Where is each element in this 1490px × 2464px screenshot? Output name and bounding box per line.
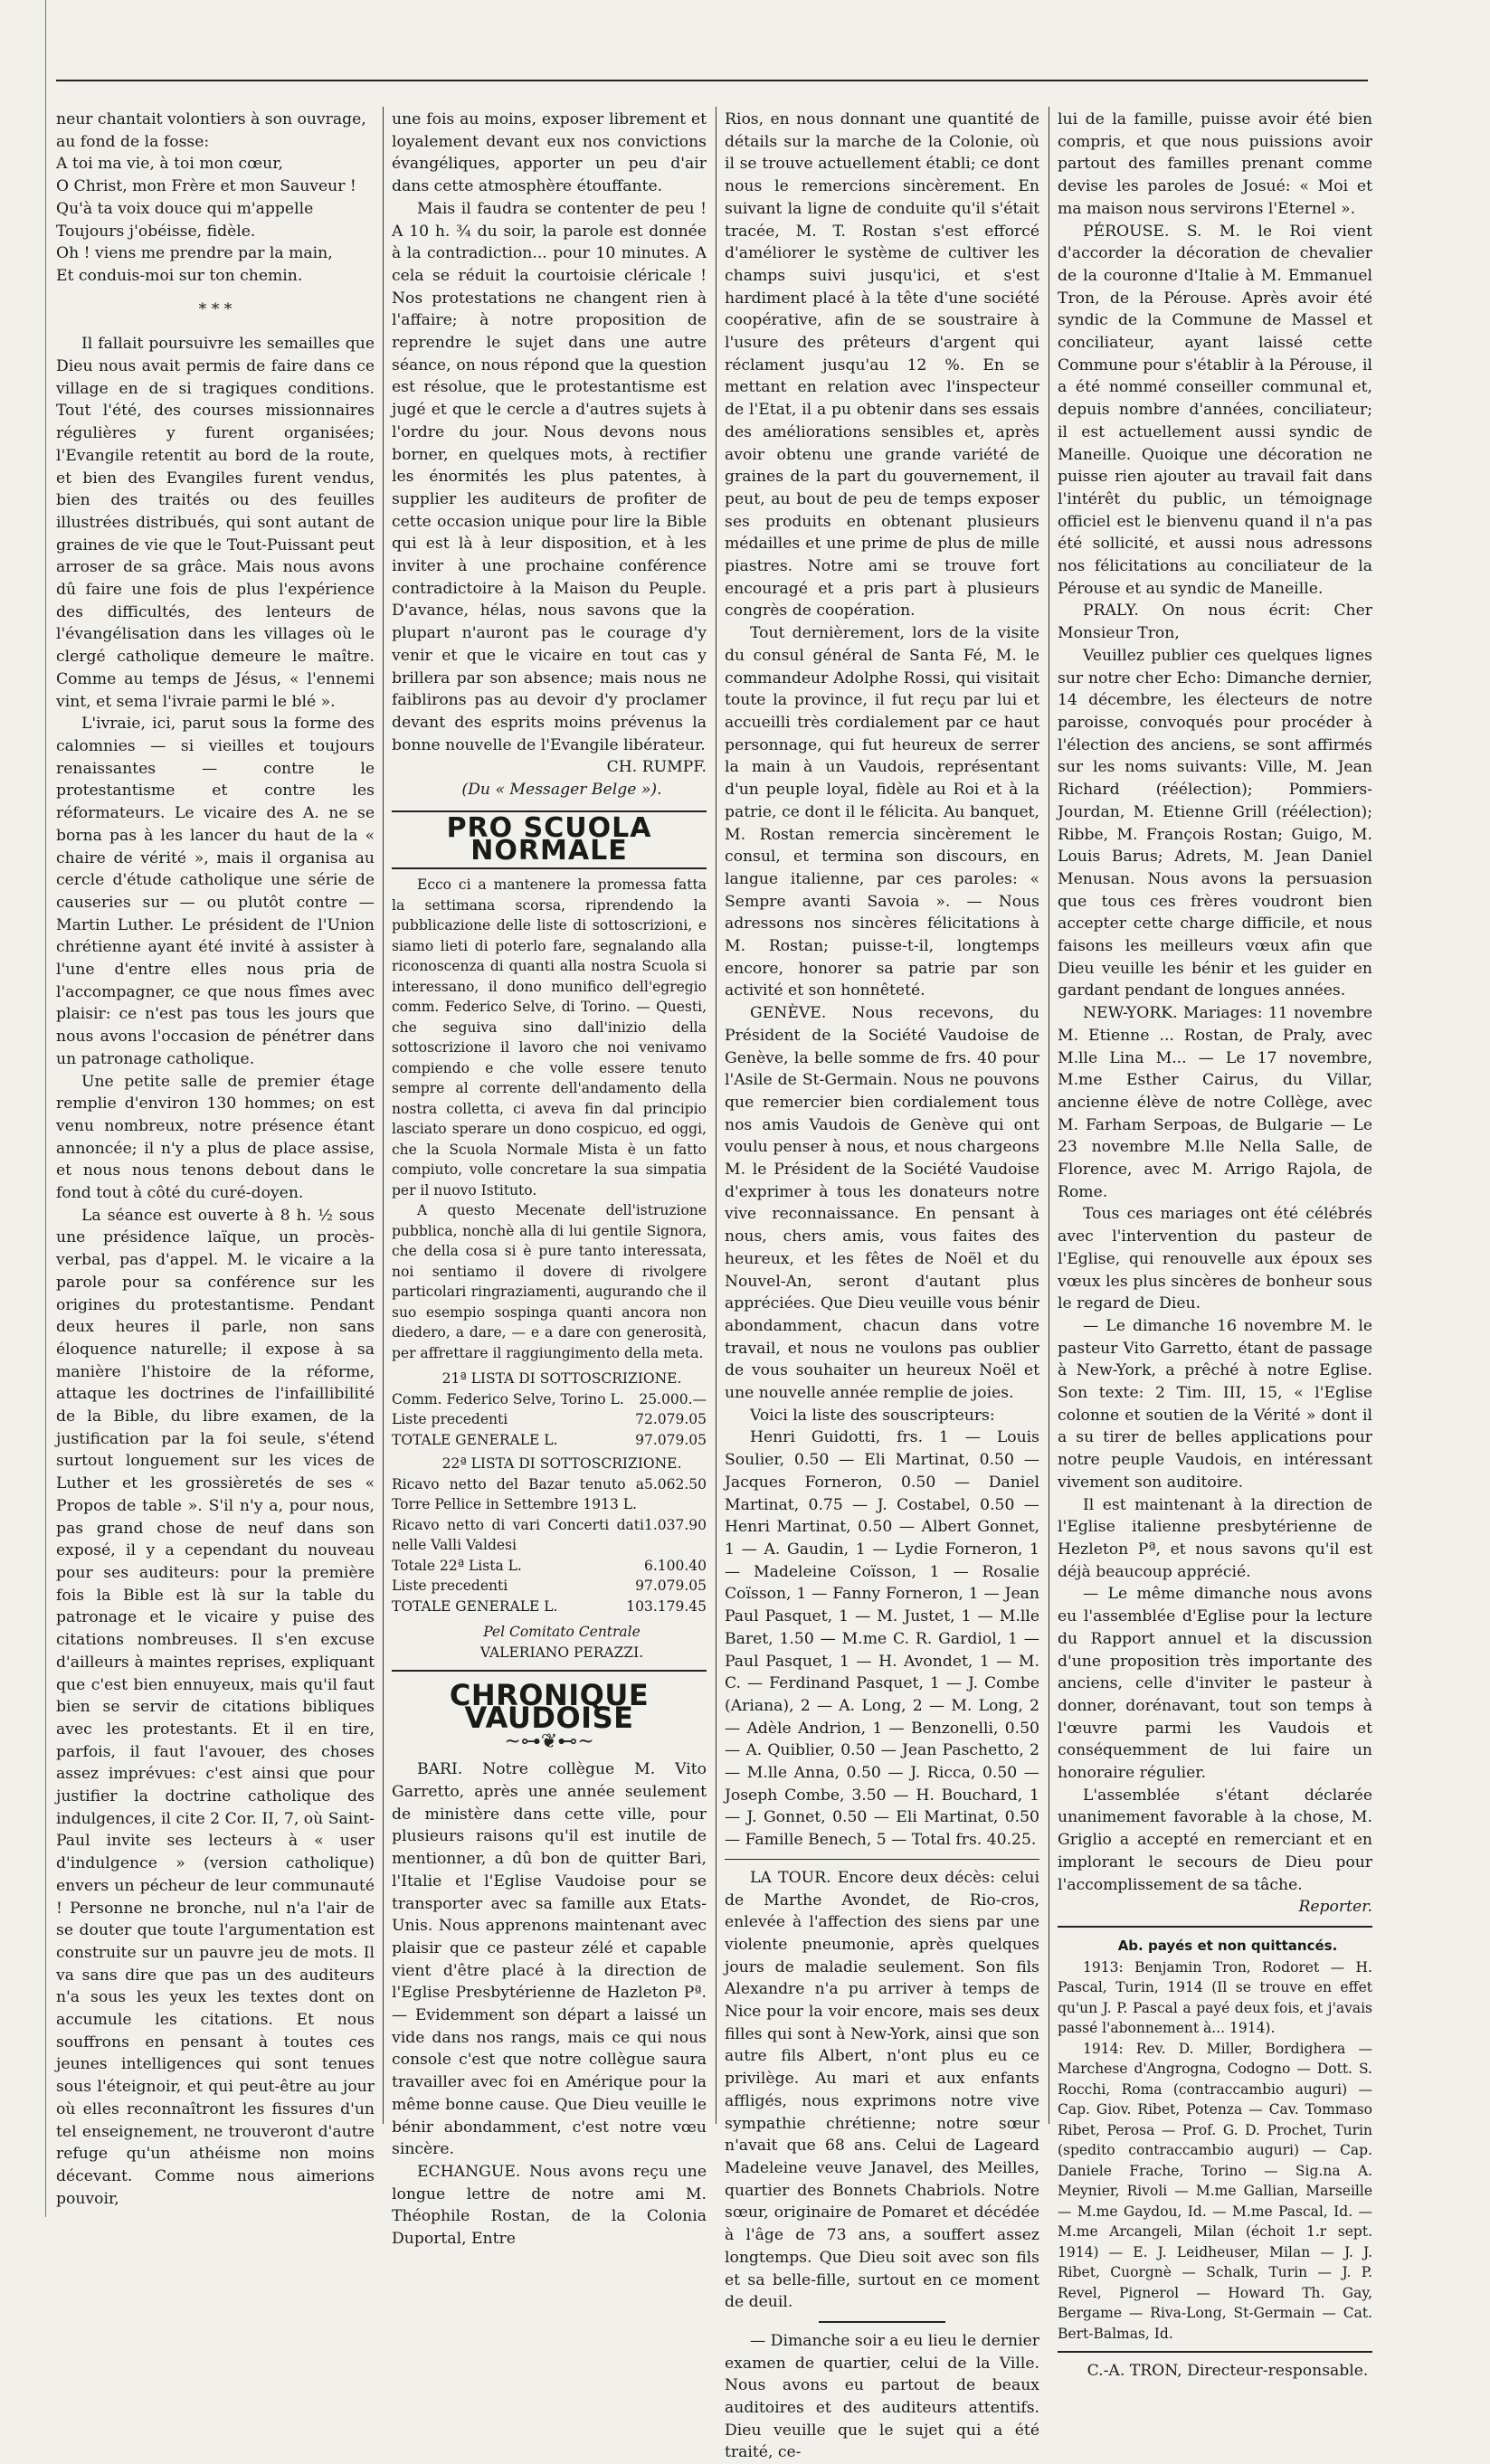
scuola-paragraph: Ecco ci a mantenere la promessa fatta la settimana scorsa, riprendendo la pubblicazione delle liste di sottoscrizioni, e siamo lieti di poterlo fare, segnalando alla riconoscenza di quanti alla nostra Scuola si interessano, il dono munifico dell'egregio comm. Federico Selve, di Torino. — Questi, che seguiva sino dall'inizio della sottoscrizione il lavoro che noi venivamo compiendo e che volle essere tenuto sempre al corrente dell'andamento della nostra colletta, ci aveva fin dal principio lasciato sperare un dono cospicuo, ed oggi, che la Scuola Normale Mista è un fatto compiuto, volle concretare la sua simpatia per il nuovo Istituto. [392,877,707,1199]
abonnes-title: Ab. payés et non quittancés. [1117,1937,1338,1954]
article-paragraph: L'ivraie, ici, parut sous la forme des calomnies — si vieilles et toujours renaissantes — contre le protestantisme et contre les réformateurs. Le vicaire des A. ne se borna pas à les lancer du haut de la « chaire de vérité », mais il organisa au cercle d'étude catholique une série de causeries sur — ou plutôt contre — Martin Luther. Le président de l'Union chrétienne ayant été invité à assister à l'une d'entre elles nous pria de l'accompagner, ce que nous fîmes avec plaisir: ce n'est pas tous les jours que nous avons l'occasion de pénétrer dans un patronage catholique. [56,715,375,1068]
article-paragraph: L'assemblée s'étant déclarée unanimement favorable à la chose, M. Griglio a accepté en remerciant et en implorant le secours de Dieu pour l'accomplissement de sa tâche. [1058,1786,1372,1894]
article-paragraph: Voici la liste des souscripteurs: [750,1406,995,1425]
list-row-total [392,1430,707,1451]
list-row [392,1409,707,1430]
article-paragraph: LA TOUR. Encore deux décès: celui de Marthe Avondet, de Rio-cros, enlevée à l'affection des siens par une violente pneumonie, après quelques jours de maladie seulement. Son fils Alexandre n'a pu arriver à temps de Nice pour la voir encore, mais ses deux filles qui sont à New-York, ainsi que son autre fils Albert, n'ont plus eu ce privilège. Au mari et aux enfants affligés, nous exprimons notre vive sympathie chrétienne; notre sœur n'avait que 68 ans. Celui de Lageard Madeleine veuve Janavel, des Meilles, quartier des Bonnets Chabriols. Notre sœur, originaire de Pomaret et décédée à l'âge de 73 ans, a souffert assez longtemps. Que Dieu soit avec son fils et sa belle-fille, surtout en ce moment de deuil. [725,1868,1039,2312]
row-value: 6.100.40 [643,1557,707,1574]
section-rule [725,1859,1039,1860]
chronique-paragraph: ECHANGUE. Nous avons reçu une longue lettre de notre ami M. Théophile Rostan, de la Colonia Duportal, Entre [392,2162,707,2249]
verse-line: au fond de la fosse: [56,132,210,151]
row-value: 97.079.05 [635,1578,707,1595]
verse-line: Qu'à ta voix douce qui m'appelle [56,199,314,218]
article-paragraph: Rios, en nous donnant une quantité de détails sur la marche de la Colonie, où il se trouve actuellement établi; ce dont nous le remercions sincèrement. En suivant la ligne de conduite qu'il s'était tracée, M. T. Rostan s'est efforcé d'améliorer le système de cultiver les champs suivi jusqu'ici, et s'est hardiment placé à la tête d'une société coopérative, afin de se soustraire à l'usure des prêteurs d'argent qui réclament jusqu'au 12 %. En se mettant en relation avec l'inspecteur de l'Etat, il a pu obtenir dans ses essais des améliorations sensibles et, après avoir obtenu une grande variété de graines de la part du gouvernement, il peut, au bout de peu de temps exposer ses produits en obtenant plusieurs médailles et une prime de plus de mille piastres. Notre ami se trouve fort encouragé et a pris part à plusieurs congrès de coopération. [725,110,1039,621]
article-source: (Du « Messager Belge »). [461,781,662,800]
row-value: 5.062.50 [643,1475,707,1493]
committee-label: Pel Comitato Centrale [483,1624,641,1641]
row-label: Liste precedenti [392,1411,508,1428]
verse-line: O Christ, mon Frère et mon Sauveur ! [56,177,356,196]
article-paragraph: lui de la famille, puisse avoir été bien compris, et que nous puissions avoir partout des familles prenant comme devise les paroles de Josué: « Moi et ma maison nous servirons l'Eternel ». [1058,110,1372,218]
abonnes-entry: 1914: Rev. D. Miller, Bordighera — Marchese d'Angrogna, Codogno — Dott. S. Rocchi, Roma (contraccambio auguri) — Cap. Giov. Ribet, Potenza — Cav. Tommaso Ribet, Perosa — Prof. G. D. Prochet, Turin (spedito contraccambio auguri) — Cap. Daniele Frache, Torino — Sig.na A. Meynier, Rivoli — M.me Gallian, Marseille — M.me Gaydou, Id. — M.me Pascal, Id. — M.me Arcangeli, Milan (échoit 1.r sept. 1914) — E. J. Leidheuser, Milan — J. J. Ribet, Cuorgnè — Schalk, Turin — J. P. Revel, Pignerol — Howard Th. Gay, Bergame — Riva-Long, St-Germain — Cat. Bert-Balmas, Id. [1058,2040,1372,2342]
article-paragraph: — Le dimanche 16 novembre M. le pasteur Vito Garretto, étant de passage à New-York, a prêché à notre Eglise. Son texte: 2 Tim. III, 15, « l'Eglise colonne et soutien de la Vérité » dont il a su tirer de belles applications pour notre peuple Vaudois, en intéressant vivement son auditoire. [1058,1316,1372,1492]
verse-line: Toujours j'obéisse, fidèle. [56,222,256,241]
section-rule [1058,2351,1372,2353]
article-paragraph: — Dimanche soir a eu lieu le dernier examen de quartier, celui de la Ville. Nous avons eu partout de beaux auditoires et des auditeurs attentifs. Dieu veuille que le sujet qui a été traité, ce- [725,2331,1039,2462]
article-paragraph: NEW-YORK. Mariages: 11 novembre M. Etienne ... Rostan, de Praly, avec M.lle Lina M... — Le 17 novembre, M.me Esther Cairus, du Villar, ancienne élève de notre Collège, avec M. Farham Serpoas, de Bulgarie — Le 23 novembre M.lle Nella Salle, de Florence, avec M. Arrigo Rajola, de Rome. [1058,1004,1372,1201]
row-label: Totale 22ª Lista L. [392,1557,522,1574]
article-paragraph: — Le même dimanche nous avons eu l'assemblée d'Eglise pour la lecture du Rapport annuel et la discussion d'une proposition très importante des anciens, celle d'inviter le pasteur à donner, dorénavant, tout son temps à l'œuvre parmi les Vaudois et conséquemment de lui faire un honoraire régulier. [1058,1585,1372,1783]
section-rule [1058,1926,1372,1928]
section-separator: * * * [198,299,233,318]
director-credit: C.-A. TRON, Directeur-responsable. [1087,2362,1369,2381]
ornament-flourish: ~⊶❦⊷~ [504,1730,594,1753]
verse-line: Oh ! viens me prendre par la main, [56,244,333,263]
poem-verse [56,109,375,288]
list-row-total [392,1597,707,1617]
article-paragraph: La séance est ouverte à 8 h. ½ sous une présidence laïque, un procès-verbal, pas d'appel. M. le vicaire a la parole pour sa conférence sur les origines du protestantisme. Pendant deux heures il parle, non sans éloquence naturelle; il expose à sa manière l'histoire de la réforme, attaque les doctrines de l'infaillibilité de la Bible, du libre examen, de la justification par la foi seule, s'étend surtout longuement sur les vices de Luther et les grossièretés de ses « Propos de table ». S'il n'y a, pour nous, pas grand chose de neuf dans son exposé, il y a cependant du nouveau pour ses auditeurs: pour la première fois la Bible est là sur la table du patronage et le vicaire y puise des citations nombreuses. Il s'en excuse d'ailleurs à maintes reprises, expliquant que c'est bien ennuyeux, mais qu'il faut bien se servir de citations bibliques avec les protestants. Et il en tire, parfois, il faut l'avouer, des choses assez imprévues: c'est ainsi que pour justifier la doctrine catholique des indulgences, il cite 2 Cor. II, 7, où Saint-Paul invite ses lecteurs à « user d'indulgence » (version catholique) envers un pécheur de leur communauté ! Personne ne bronche, nul n'a l'air de se douter que toute l'argumentation est construite sur un pauvre jeu de mots. Il va sans dire que pas un des auditeurs n'a sous les yeux les textes dont on accumule les citations. Et nous souffrons en pensant à toutes ces jeunes intelligences qui sont tenues sous l'éteignoir, et qui peut-être au jour où elles reconnaîtront les fissures d'un tel enseignement, ne trouveront d'autre refuge qu'un athéisme non moins décevant. Comme nous aimerions pouvoir, [56,1206,375,2208]
column-1 [56,109,375,2208]
article-paragraph: Il est maintenant à la direction de l'Eglise italienne presbytérienne de Hezleton Pª, et nous savons qu'il est déjà beaucoup apprécié. [1058,1495,1372,1581]
list-title: 22ª LISTA DI SOTTOSCRIZIONE. [441,1455,682,1473]
subscriber-list: Henri Guidotti, frs. 1 — Louis Soulier, 0.50 — Eli Martinat, 0.50 — Jacques Forneron, 0.50 — Daniel Martinat, 0.75 — J. Costabel, 0.50 — Henri Martinat, 0.50 — Albert Gonnet, 1 — A. Gaudin, 1 — Lydie Forneron, 1 — Madeleine Coïsson, 1 — Rosalie Coïsson, 1 — Fanny Forneron, 1 — Jean Paul Pasquet, 1 — M. Justet, 1 — M.lle Baret, 1.50 — M.me C. R. Gardiol, 1 — Paul Pasquet, 1 — H. Avondet, 1 — M. C. — Ferdinand Pasquet, 1 — J. Combe (Ariana), 2 — A. Long, 2 — M. Long, 2 — Adèle Andrion, 1 — Benzonelli, 0.50 — A. Quiblier, 0.50 — Jean Paschetto, 2 — M.lle Anna, 0.50 — J. Ricca, 0.50 — Joseph Combe, 3.50 — H. Bouchard, 1 — J. Gonnet, 0.50 — Eli Martinat, 0.50 — Famille Benech, 5 — Total frs. 40.25. [725,1428,1039,1850]
row-label: Liste precedenti [392,1578,508,1595]
row-label: Comm. Federico Selve, Torino L. [392,1390,624,1407]
row-value: 1.037.90 [643,1516,707,1533]
list-row [392,1389,707,1410]
article-paragraph: Veuillez publier ces quelques lignes sur notre cher Echo: Dimanche dernier, 14 décembre, les électeurs de notre paroisse, convoqués pour procéder à l'élection des anciens, se sont affirmés sur les noms suivants: Ville, M. Jean Richard (réélection); Pommiers-Jourdan, M. Etienne Grill (réélection); Ribbe, M. François Rostan; Guigo, M. Louis Barus; Adrets, M. Jean Daniel Menusan. Nous avons la persuasion que tous ces frères voudront bien accepter cette charge difficile, et nous faisons les meilleurs vœux afin que Dieu veuille les bénir et les guider en gardant pendant de longues années. [1058,646,1372,1000]
scuola-paragraph: A questo Mecenate dell'istruzione pubblica, nonchè alla di lui gentile Signora, che della cosa si è pure tanto interessata, noi sentiamo il dovere di rivolgere particolari ringraziamenti, augurando che il suo esempio sospinga quanti ancora non diedero, a dare, — e a dare con generosità, per affrettare il raggiungimento della meta. [392,1202,707,1361]
list-row [392,1556,707,1577]
column-4 [1058,109,1372,2381]
header-rule [56,80,1368,81]
row-value: 72.079.05 [635,1411,707,1428]
section-rule [392,1670,707,1672]
reporter-signature: Reporter. [1298,1898,1372,1917]
page-margin-rule [45,0,46,2217]
row-label: Ricavo netto di vari Concerti dati nelle Valli Valdesi [392,1516,644,1554]
row-value: 103.179.45 [626,1597,707,1615]
row-label: TOTALE GENERALE L. [392,1431,558,1448]
article-paragraph: PÉROUSE. S. M. le Roi vient d'accorder la décoration de chevalier de la couronne d'Italie à M. Emmanuel Tron, de la Pérouse. Après avoir été syndic de la Commune de Massel et conciliateur, ayant laissé cette Commune pour s'établir à la Pérouse, il a été nommé conseiller communal et, depuis nombre d'années, conciliateur; il est actuellement aussi syndic de Maneille. Quoique une décoration ne puisse rien ajouter au travail fait dans l'intérêt du public, un témoignage officiel est le bienvenu quand il n'a pas été sollicité, et aussi nous adressons nos félicitations au conciliateur de la Pérouse et au syndic de Maneille. [1058,222,1372,598]
row-label: TOTALE GENERALE L. [392,1597,558,1615]
row-value: 25.000.— [639,1390,707,1407]
article-signature: CH. RUMPF. [606,758,707,777]
article-paragraph: GENÈVE. Nous recevons, du Président de la Société Vaudoise de Genève, la belle somme de frs. 40 pour l'Asile de St-Germain. Nous ne pouvons que remercier bien cordialement tous nos amis Vaudois de Genève qui ont voulu penser à nous, et nous chargeons M. le Président de la Société Vaudoise d'exprimer à tous les donateurs notre vive reconnaissance. En pensant à nous, chers amis, vous faites des heureux, et les fêtes de Noël et du Nouvel-An, seront d'autant plus appréciées. Que Dieu veuille vous bénir abondamment, chacun dans votre travail, et nous ne voulons pas oublier de vous souhaiter un heureux Noël et une nouvelle année remplie de joies. [725,1004,1039,1403]
column-3 [725,109,1039,2462]
list-title: 21ª LISTA DI SOTTOSCRIZIONE. [441,1370,682,1388]
section-heading-scuola: PRO SCUOLA NORMALE [392,810,707,869]
row-label: Ricavo netto del Bazar tenuto a Torre Pellice in Settembre 1913 L. [392,1475,644,1513]
abonnes-entry: 1913: Benjamin Tron, Rodoret — H. Pascal, Turin, 1914 (Il se trouve en effet qu'un J. P. Pascal a payé deux fois, et j'avais passé l'abonnement à... 1914). [1058,1958,1372,2037]
section-heading-chronique: CHRONIQUE VAUDOISE [449,1678,650,1735]
article-paragraph: Tous ces mariages ont été célébrés avec l'intervention du pasteur de l'Eglise, qui renouvelle aux époux ses vœux les plus sincères de bonheur sous le regard de Dieu. [1058,1205,1372,1313]
verse-line: neur chantait volontiers à son ouvrage, [56,110,366,128]
committee-name: VALERIANO PERAZZI. [479,1644,644,1661]
article-paragraph: Mais il faudra se contenter de peu ! A 10 h. ¾ du soir, la parole est donnée à la contradiction... pour 10 minutes. A cela se réduit la courtoisie cléricale ! Nos protestations ne changent rien à l'affaire; à notre proposition de reprendre le sujet dans une autre séance, on nous répond que la question est résolue, que le protestantisme est jugé et que le cercle a d'autres sujets à l'ordre du jour. Nous devons nous borner, en quelques mots, à rectifier les énormités les plus patentes, à supplier les auditeurs de profiter de cette occasion unique pour lire la Bible qui est là à leur disposition, et à les inviter à une prochaine conférence contradictoire à la Maison du Peuple. D'avance, hélas, nous savons que la plupart n'auront pas le courage d'y venir et que le vicaire en tout cas y brillera par son absence; mais nous ne faiblirons pas au devoir d'y proclamer devant des esprits moins prévenus la bonne nouvelle de l'Evangile libérateur. [392,199,707,754]
article-paragraph: Tout dernièrement, lors de la visite du consul général de Santa Fé, M. le commandeur Adolphe Rossi, qui visitait toute la province, il fut reçu par lui et accueilli très cordialement par ce haut personnage, qui fut heureux de serrer la main à un Vaudois, représentant d'un peuple loyal, fidèle au Roi et à la patrie, ce dont il le félicita. Au banquet, M. Rostan remercia sincèrement le consul, et termina son discours, en langue italienne, par ces paroles: « Sempre avanti Savoia ». — Nous adressons nos sincères félicitations à M. Rostan; puisse-t-il, longtemps encore, honorer sa patrie par son activité et son honnêteté. [725,624,1039,1000]
article-paragraph: Il fallait poursuivre les semailles que Dieu nous avait permis de faire dans ce village en de si tragiques conditions. Tout l'été, des courses missionnaires régulières y furent organisées; l'Evangile retentit au bord de la route, et bien des Evangiles furent vendus, bien des traités ou des feuilles illustrées distribués, qui sont autant de graines de vie que le Tout-Puissant peut arroser de sa grâce. Mais nous avons dû faire une fois de plus l'expérience des difficultés, des lenteurs de l'évangélisation dans les villages où le clergé catholique demeure le maître. Comme au temps de Jésus, « l'ennemi vint, et sema l'ivraie parmi le blé ». [56,335,375,711]
list-row [392,1576,707,1597]
verse-line: A toi ma vie, à toi mon cœur, [56,155,283,174]
column-divider [716,107,717,2124]
section-rule [819,2321,944,2323]
row-value: 97.079.05 [635,1431,707,1448]
article-paragraph: PRALY. On nous écrit: Cher Monsieur Tron, [1058,602,1372,643]
list-row [392,1474,707,1515]
column-divider [383,107,384,2124]
chronique-paragraph: BARI. Notre collègue M. Vito Garretto, après une année seulement de ministère dans cette ville, pour plusieurs raisons qu'il est inutile de mentionner, a dû bon de quitter Bari, l'Italie et l'Eglise Vaudoise pour se transporter avec sa famille aux Etats-Unis. Nous apprenons maintenant avec plaisir que ce pasteur zélé et capable vient d'être placé à la direction de l'Eglise Presbytérienne de Hazleton Pª. — Evidemment son départ a laissé un vide dans nos rangs, mais ce qui nous console c'est que notre collègue saura travailler avec foi en Amérique pour la même bonne cause. Que Dieu veuille le bénir abondamment, c'est notre vœu sincère. [392,1760,707,2159]
article-paragraph: une fois au moins, exposer librement et loyalement devant eux nos convictions évangéliques, apporter un peu d'air dans cette atmosphère étouffante. [392,110,707,196]
column-2 [392,109,707,2249]
verse-line: Et conduis-moi sur ton chemin. [56,266,303,285]
article-paragraph: Une petite salle de premier étage remplie d'environ 130 hommes; on est venu nombreux, notre présence étant annoncée; il n'y a plus de place assise, et nous nous tenons debout dans le fond tout à côté du curé-doyen. [56,1072,375,1203]
list-row [392,1515,707,1556]
